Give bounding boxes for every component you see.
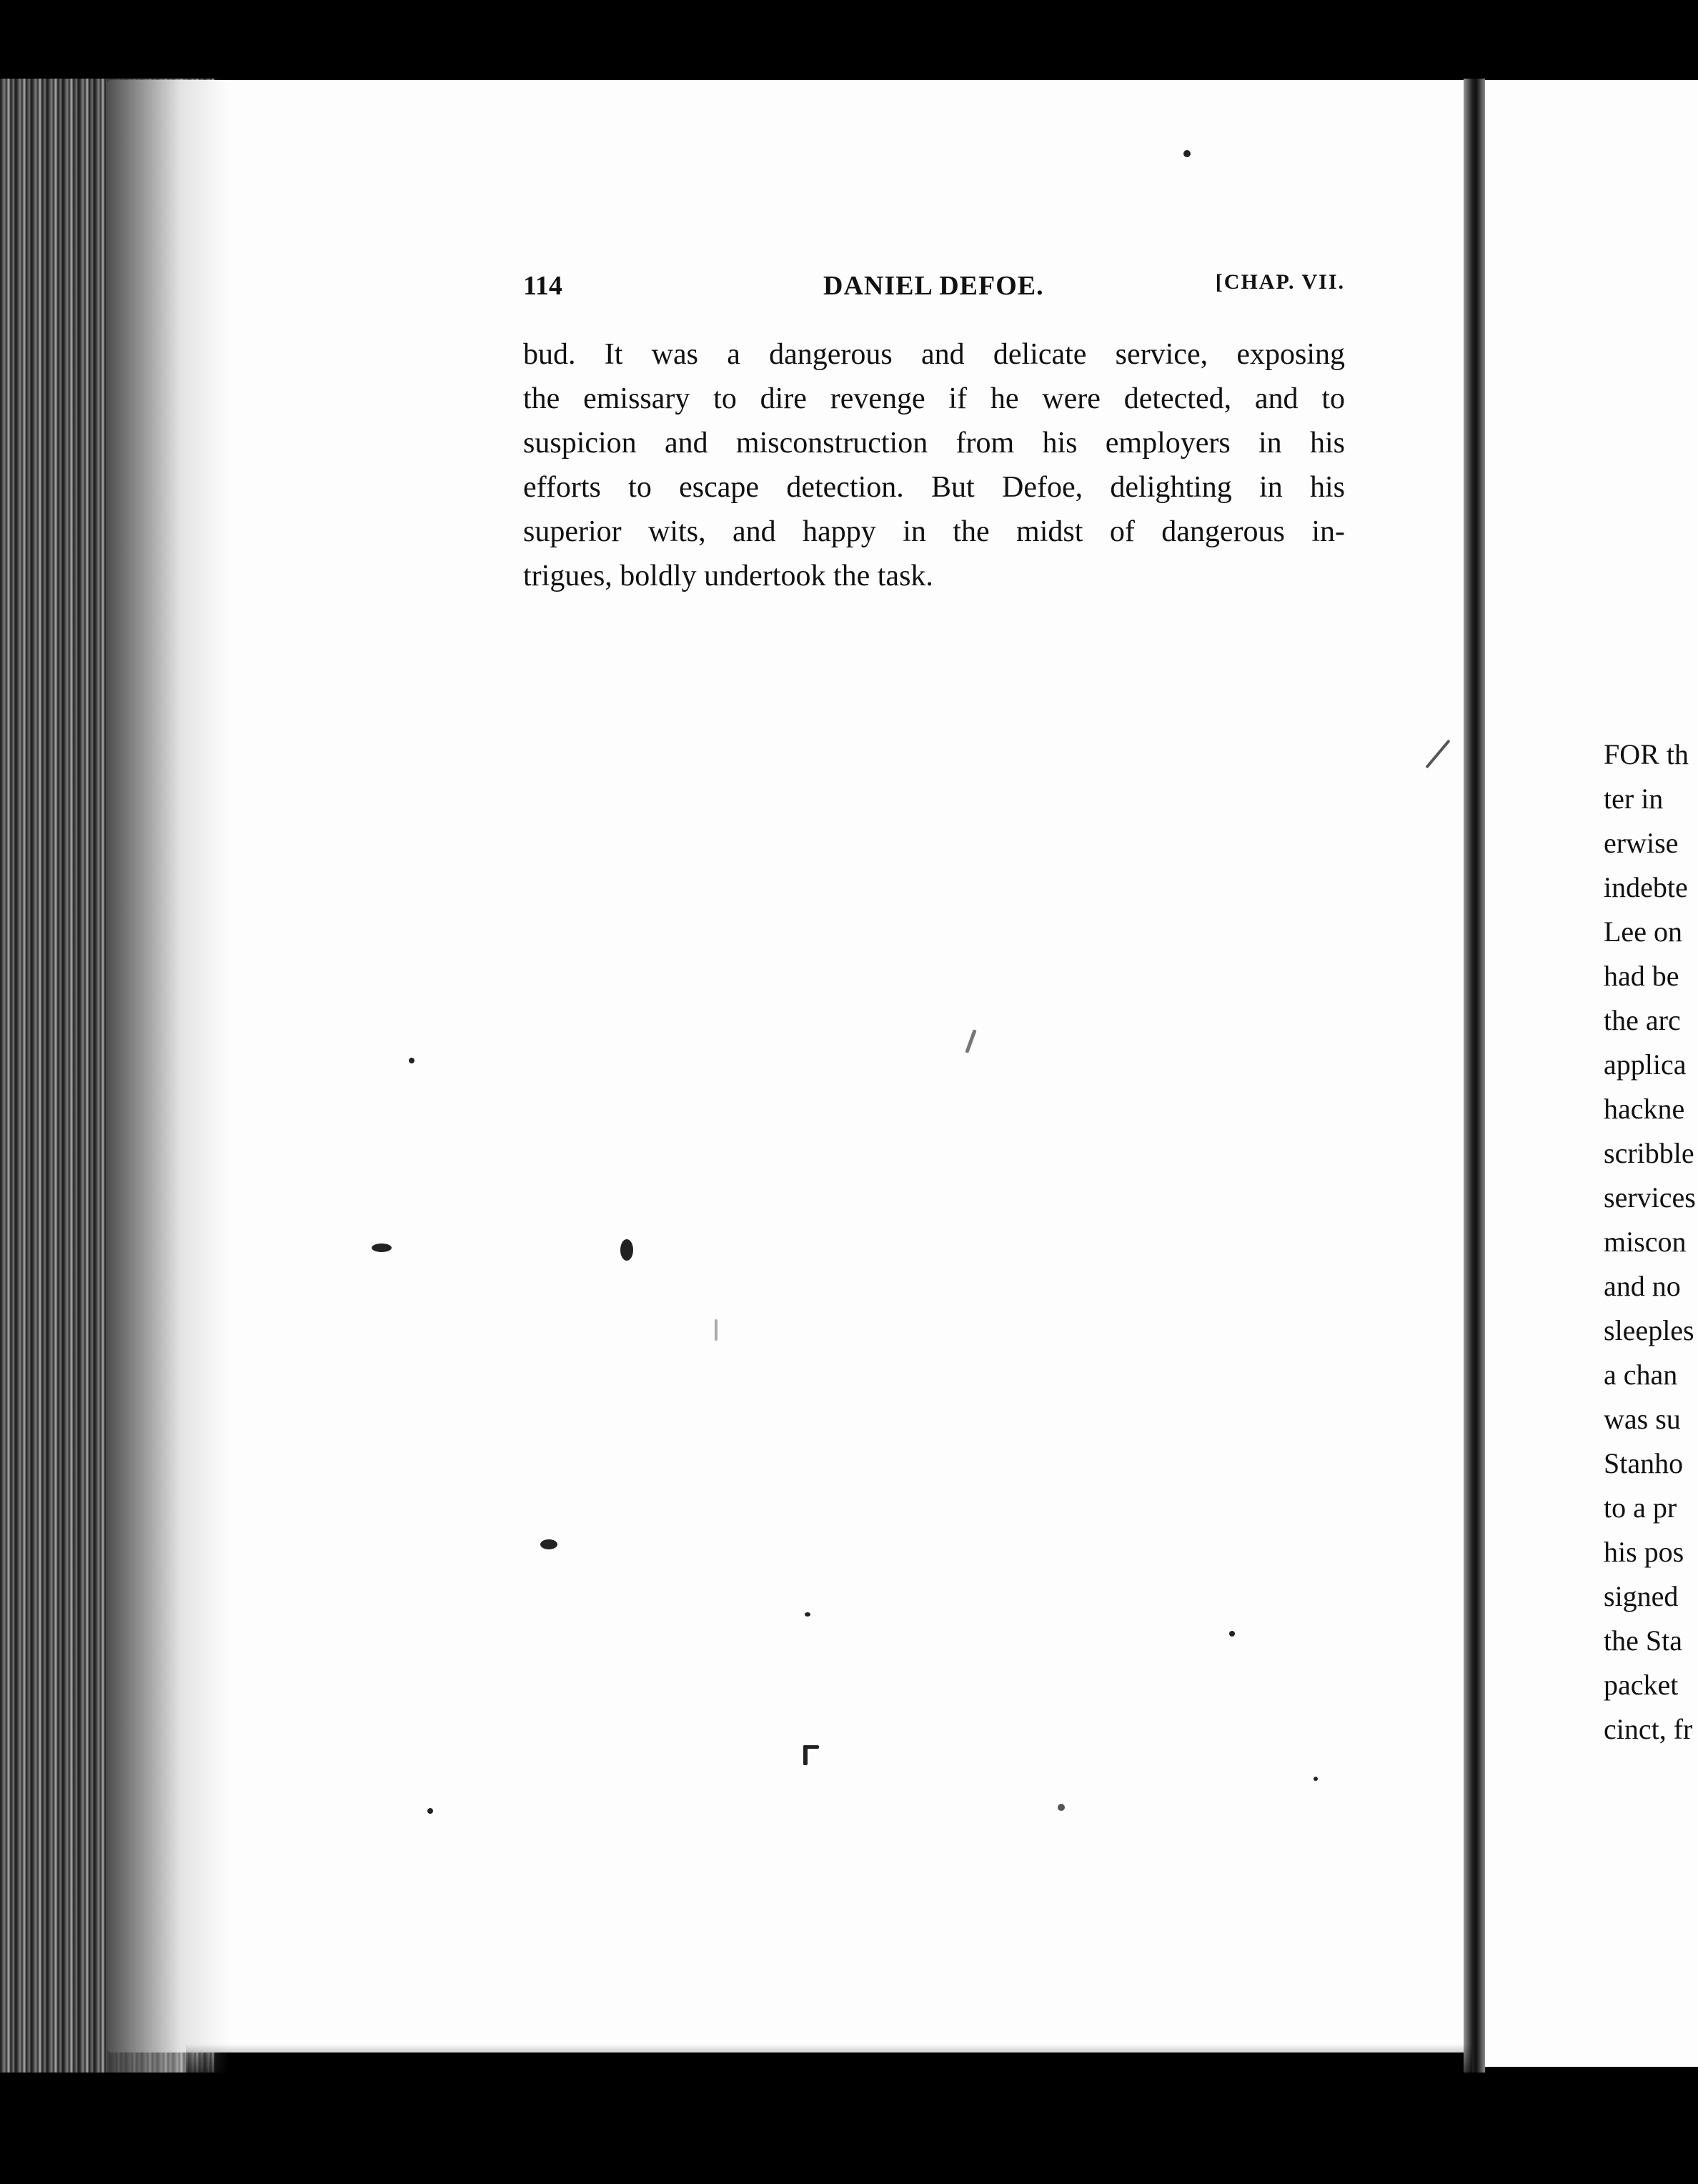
dust-speck [715,1319,718,1341]
fragment-line: a chan [1604,1359,1678,1391]
chapter-reference: [CHAP. VII. [1215,270,1345,294]
fragment-line: indebte [1604,871,1688,903]
dust-speck [1183,150,1191,157]
dust-speck [803,1745,819,1749]
dust-speck [620,1239,633,1261]
fragment-line: Stanho [1604,1447,1684,1479]
text-line: superior wits, and happy in the midst of dangerous in- [523,515,1345,548]
bottom-shadow [186,2044,1472,2073]
dust-speck [805,1612,810,1617]
body-paragraph [523,332,1345,598]
book-gutter [1464,79,1485,2073]
fragment-line: Lee on [1604,915,1682,948]
dust-speck [427,1808,433,1814]
text-line: trigues, boldly undertook the task. [523,560,933,592]
dust-speck [372,1244,392,1252]
right-page-text-fragment [1604,733,1698,1752]
fragment-line: and no [1604,1270,1681,1302]
fragment-line: miscon [1604,1226,1687,1258]
text-line: the emissary to dire revenge if he were detected, and to [523,382,1345,415]
fragment-line: the Sta [1604,1624,1682,1657]
running-title: DANIEL DEFOE. [823,271,1044,301]
fragment-line: applica [1604,1048,1687,1081]
fragment-line: erwise [1604,827,1679,859]
dust-speck [1314,1777,1318,1781]
fragment-line: had be [1604,960,1679,992]
page-number: 114 [523,271,562,301]
fragment-line: packet [1604,1669,1679,1701]
dust-speck [540,1539,557,1549]
fragment-line: FOR th [1604,738,1689,770]
fragment-line: ter in [1604,783,1664,815]
text-line: bud. It was a dangerous and delicate service, exposing [523,338,1345,371]
fragment-line: the arc [1604,1004,1681,1036]
fragment-line: scribble [1604,1137,1694,1169]
fragment-line: signed [1604,1580,1679,1612]
fragment-line: his pos [1604,1536,1684,1568]
dust-speck [1229,1631,1235,1637]
fragment-line: services [1604,1181,1696,1213]
fragment-line: cinct, fr [1604,1713,1693,1745]
fragment-line: was su [1604,1403,1681,1435]
text-line: efforts to escape detection. But Defoe, delighting in his [523,471,1345,504]
fragment-line: hackne [1604,1093,1685,1125]
page-edge-shadow [107,79,229,2073]
fragment-line: to a pr [1604,1491,1677,1524]
running-head [523,270,1345,306]
fragment-line: sleeples [1604,1314,1694,1346]
dust-speck [409,1058,414,1063]
text-line: suspicion and misconstruction from his employers in his [523,427,1345,460]
dust-speck [1058,1804,1065,1811]
